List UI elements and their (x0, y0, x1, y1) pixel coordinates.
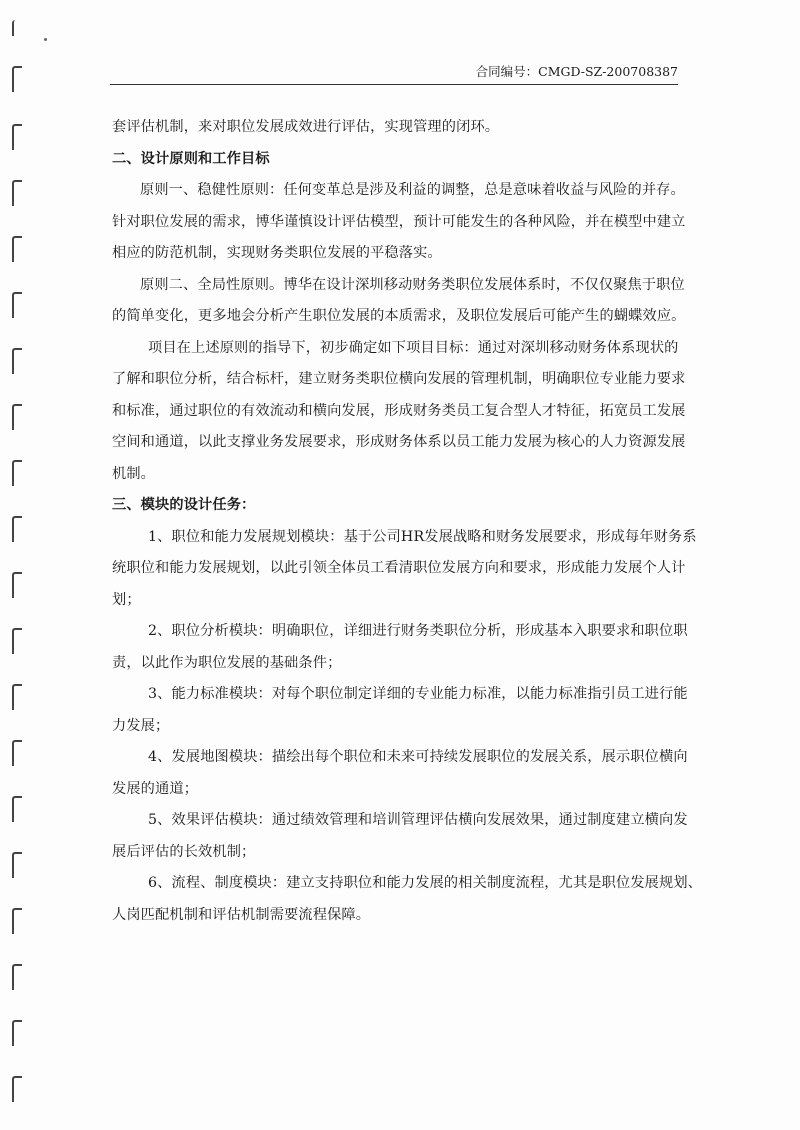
text-line: 的简单变化，更多地会分析产生职位发展的本质需求，及职位发展后可能产生的蝴蝶效应。 (112, 308, 686, 324)
binding-hole-mark (12, 740, 22, 766)
text-line: 4、发展地图模块：描绘出每个职位和未来可持续发展职位的发展关系，展示职位横向 (148, 749, 688, 765)
section-heading: 二、设计原则和工作目标 (112, 150, 270, 167)
binding-hole-mark (12, 628, 22, 654)
text-line: 套评估机制，来对职位发展成效进行评估，实现管理的闭环。 (112, 119, 500, 135)
binding-hole-mark (12, 796, 22, 822)
text-line: 展后评估的长效机制； (112, 843, 256, 860)
text-line: 机制。 (112, 465, 156, 482)
document-body (112, 112, 703, 931)
text-line: 针对职位发展的需求，博华谨慎设计评估模型，预计可能发生的各种风险，并在模型中建立 (112, 213, 686, 230)
text-line: 统职位和能力发展规划，以此引领全体员工看清职位发展方向和要求，形成能力发展个人计 (112, 560, 686, 576)
text-line: 和标准，通过职位的有效流动和横向发展，形成财务类员工复合型人才特征，拓宽员工发展 (112, 402, 686, 419)
contract-number: 合同编号：CMGD-SZ-200708387 (475, 64, 678, 79)
text-line: 划； (112, 591, 141, 608)
scan-speck (44, 38, 47, 41)
binding-hole-mark (12, 572, 22, 598)
text-line: 责，以此作为职位发展的基础条件； (112, 654, 342, 671)
text-line: 原则一、稳健性原则：任何变革总是涉及利益的调整，总是意味着收益与风险的并存。 (140, 182, 685, 198)
text-line: 力发展； (112, 717, 170, 734)
text-line: 发展的通道； (112, 780, 199, 797)
text-line: 空间和通道，以此支撑业务发展要求，形成财务体系以员工能力发展为核心的人力资源发展 (112, 434, 686, 450)
binding-hole-mark (12, 20, 22, 36)
binding-hole-mark (12, 404, 22, 430)
binding-hole-mark (12, 852, 22, 878)
text-line: 1、职位和能力发展规划模块：基于公司HR发展战略和财务发展要求，形成每年财务系 (148, 528, 697, 545)
text-line: 了解和职位分析，结合标杆，建立财务类职位横向发展的管理机制，明确职位专业能力要求 (112, 371, 686, 387)
binding-hole-mark (12, 348, 22, 374)
text-line: 3、能力标准模块：对每个职位制定详细的专业能力标准，以能力标准指引员工进行能 (148, 686, 688, 702)
text-line: 相应的防范机制，实现财务类职位发展的平稳落实。 (112, 245, 442, 261)
binding-hole-mark (12, 124, 22, 150)
binding-hole-mark (12, 1076, 22, 1102)
text-line: 5、效果评估模块：通过绩效管理和培训管理评估横向发展效果，通过制度建立横向发 (148, 812, 688, 828)
binding-hole-mark (12, 1020, 22, 1046)
binding-hole-mark (12, 460, 22, 486)
binding-hole-mark (12, 236, 22, 262)
binding-hole-mark (12, 908, 22, 934)
section-heading: 三、模块的设计任务： (112, 497, 256, 513)
text-line: 人岗匹配机制和评估机制需要流程保障。 (112, 906, 371, 923)
text-line: 2、职位分析模块：明确职位，详细进行财务类职位分析，形成基本入职要求和职位职 (148, 623, 688, 639)
page-header (110, 62, 678, 85)
binding-hole-mark (12, 684, 22, 710)
binding-hole-mark (12, 516, 22, 542)
binding-hole-mark (12, 964, 22, 990)
text-line: 原则二、全局性原则。博华在设计深圳移动财务类职位发展体系时，不仅仅聚焦于职位 (140, 276, 685, 293)
text-line: 项目在上述原则的指导下，初步确定如下项目目标：通过对深圳移动财务体系现状的 (148, 339, 679, 356)
binding-hole-mark (12, 66, 22, 92)
binding-hole-mark (12, 180, 22, 206)
binding-hole-mark (12, 292, 22, 318)
text-line: 6、流程、制度模块：建立支持职位和能力发展的相关制度流程，尤其是职位发展规划、 (148, 875, 703, 891)
